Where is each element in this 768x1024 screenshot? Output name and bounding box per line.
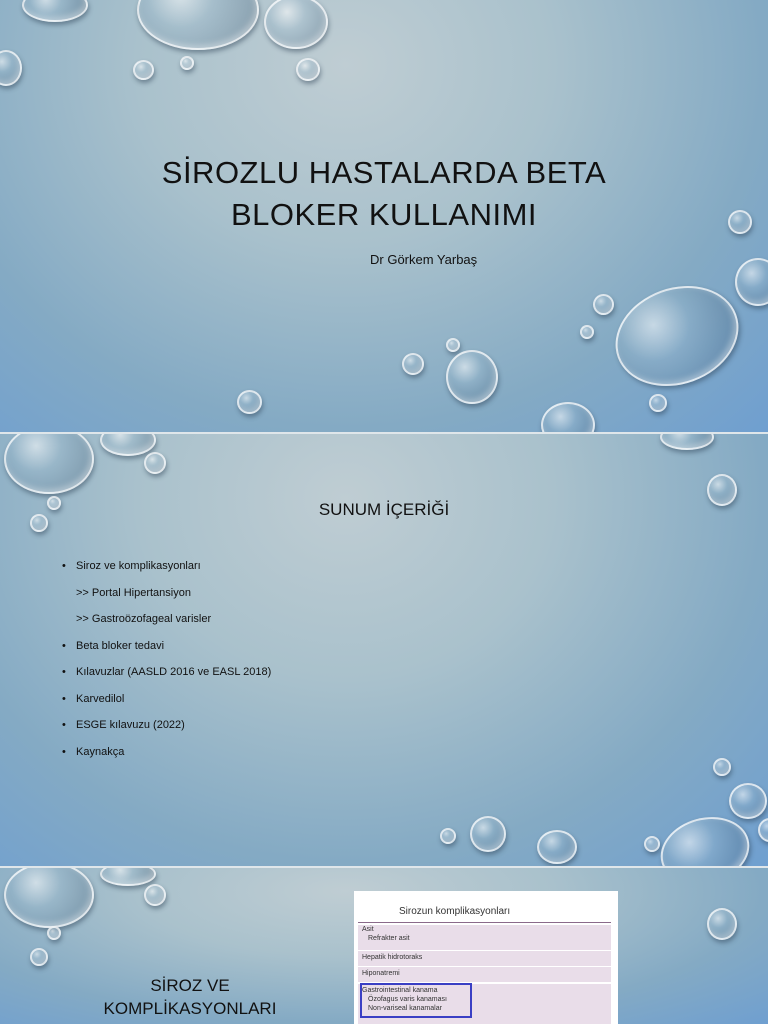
water-drop (758, 818, 768, 842)
water-drop (237, 390, 262, 414)
table-row: Gastrointestinal kanama Özofagus varis kanaması Non-variseal kanamalar (358, 984, 611, 1024)
author-name: Dr Görkem Yarbaş (370, 252, 478, 267)
water-drop (580, 325, 594, 339)
title-line-2: BLOKER KULLANIMI (230, 197, 538, 232)
water-drop (649, 394, 667, 412)
title-slide (0, 0, 768, 432)
water-drop (729, 783, 767, 819)
agenda-item: • Karvedilol (62, 692, 125, 705)
water-drop (707, 908, 737, 940)
water-drop (144, 884, 166, 906)
agenda-item: • Siroz ve komplikasyonları (62, 560, 201, 572)
water-drop (728, 210, 752, 234)
slide-heading: SİROZ VE KOMPLİKASYONLARI (103, 976, 277, 1018)
agenda-slide (0, 434, 768, 866)
agenda-item: • ESGE kılavuzu (2022) (62, 719, 185, 731)
water-drop (4, 434, 94, 494)
water-drop (541, 402, 595, 432)
complications-table (354, 891, 618, 1024)
water-drop (100, 868, 156, 886)
water-drop (440, 828, 456, 844)
agenda-item: • Beta bloker tedavi (62, 639, 165, 652)
agenda-heading: SUNUM İÇERİĞİ (318, 500, 450, 519)
water-drop (593, 294, 614, 315)
table-row: Hiponatremi (358, 967, 611, 983)
water-drop (713, 758, 731, 776)
water-drop (100, 434, 156, 456)
agenda-item: • Kaynakça (62, 745, 125, 758)
title-line-1: SİROZLU HASTALARDA BETA (161, 155, 607, 190)
table-title: Sirozun komplikasyonları (399, 906, 511, 917)
table-row: Hepatik hidrotoraks (358, 951, 611, 967)
water-drop (402, 353, 424, 375)
water-drop (180, 56, 194, 70)
presentation-title (120, 152, 648, 236)
water-drop (0, 50, 22, 86)
water-drop (133, 60, 154, 80)
cirrhosis-slide (0, 868, 768, 1024)
water-drop (601, 269, 752, 402)
highlight-box (360, 983, 472, 1018)
water-drop (446, 338, 460, 352)
water-drop (144, 452, 166, 474)
water-drop (660, 434, 714, 450)
water-drop (644, 836, 660, 852)
water-drop (735, 258, 768, 306)
water-drop (470, 816, 506, 852)
water-drop (296, 58, 320, 81)
agenda-subitem: >> Gastroözofageal varisler (76, 613, 212, 625)
water-drop (537, 830, 577, 864)
water-drop (446, 350, 498, 404)
water-drop (137, 0, 259, 50)
agenda-subitem: >> Portal Hipertansiyon (76, 586, 191, 599)
water-drop (4, 868, 94, 928)
water-drop (47, 926, 61, 940)
water-drop (22, 0, 88, 22)
table-divider (358, 922, 611, 923)
agenda-list (62, 556, 271, 768)
water-drop (30, 948, 48, 966)
agenda-item: • Kılavuzlar (AASLD 2016 ve EASL 2018) (62, 666, 272, 678)
water-drop (264, 0, 328, 49)
table-row: Asit Refrakter asit (358, 925, 611, 951)
